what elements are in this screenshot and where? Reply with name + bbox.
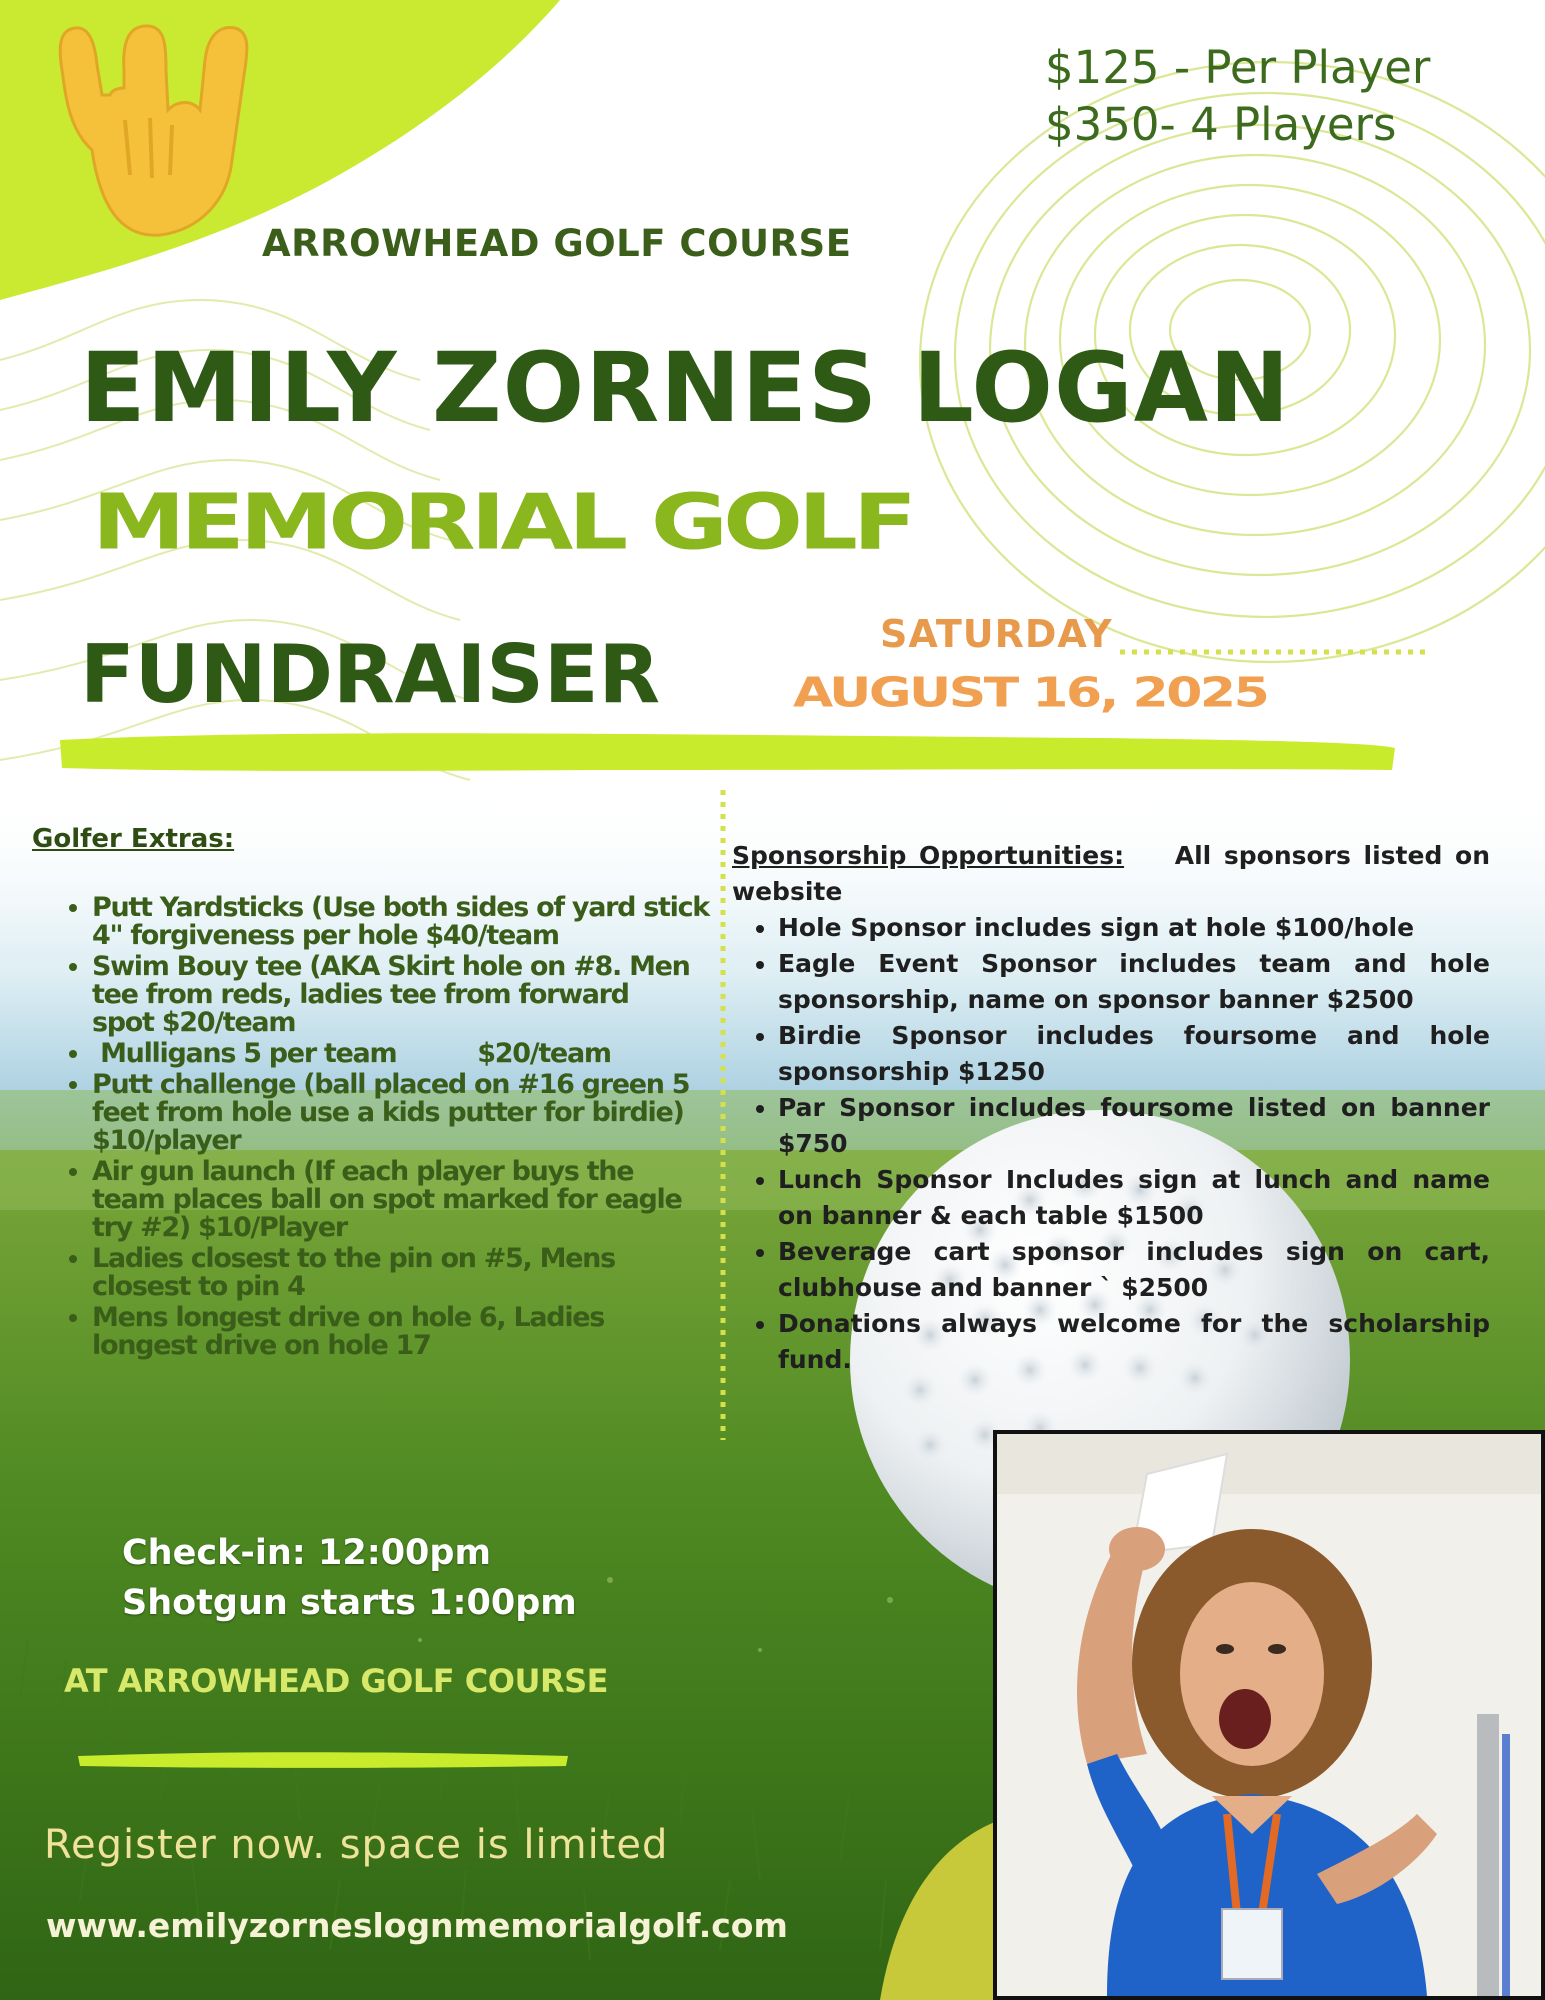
extras-item: • Mulligans 5 per team $20/team [92, 1040, 722, 1068]
sponsorship-note: All sponsors listed on website [732, 841, 1490, 906]
extras-item: • Putt challenge (ball placed on #16 green 5 feet from hole use a kids putter for birdie) $10/player [92, 1071, 722, 1155]
memorial-photo [993, 1430, 1545, 2000]
extras-item: • Mens longest drive on hole 6, Ladies longest drive on hole 17 [92, 1304, 682, 1360]
memorial-photo-illustration [997, 1434, 1541, 1996]
golfer-extras-section [32, 824, 722, 1363]
sponsor-item: • Donations always welcome for the scholarship fund. [778, 1306, 1490, 1378]
sponsor-item: • Par Sponsor includes foursome listed on banner $750 [778, 1090, 1490, 1162]
event-date: AUGUST 16, 2025 [793, 670, 1268, 717]
sponsor-item: • Lunch Sponsor Includes sign at lunch and name on banner & each table $1500 [778, 1162, 1490, 1234]
title-line-3: FUNDRAISER [80, 628, 661, 721]
event-day: SATURDAY [880, 612, 1113, 656]
sponsorship-heading: Sponsorship Opportunities: [732, 841, 1125, 870]
title-line-1: EMILY ZORNES LOGAN [80, 332, 1291, 444]
sponsorship-section [732, 838, 1490, 1378]
price-four-players: $350- 4 Players [1045, 98, 1397, 151]
extras-item: • Swim Bouy tee (AKA Skirt hole on #8. Men tee from reds, ladies tee from forward spot $20/team [92, 953, 692, 1037]
checkin-time: Check-in: 12:00pm [122, 1533, 491, 1573]
extras-item: • Ladies closest to the pin on #5, Mens closest to pin 4 [92, 1245, 692, 1301]
website-link[interactable]: www.emilyzorneslognmemorialgolf.com [46, 1906, 788, 1945]
title-line-2: MEMORIAL GOLF [92, 478, 913, 568]
extras-item: • Putt Yardsticks (Use both sides of yard stick 4" forgiveness per hole $40/team [92, 894, 712, 950]
sponsorship-heading-line [732, 838, 1490, 910]
register-call-to-action: Register now. space is limited [44, 1822, 669, 1868]
sponsor-item: • Hole Sponsor includes sign at hole $100/hole [778, 910, 1490, 946]
sponsor-item: • Eagle Event Sponsor includes team and hole sponsorship, name on sponsor banner $2500 [778, 946, 1490, 1018]
shotgun-time: Shotgun starts 1:00pm [122, 1583, 577, 1623]
course-name-bottom: AT ARROWHEAD GOLF COURSE [64, 1662, 608, 1700]
price-per-player: $125 - Per Player [1045, 41, 1431, 94]
sponsor-item: • Beverage cart sponsor includes sign on cart, clubhouse and banner ` $2500 [778, 1234, 1490, 1306]
golfer-extras-list [32, 894, 722, 1360]
sponsorship-list [732, 910, 1490, 1378]
golfer-extras-heading: Golfer Extras: [32, 824, 235, 854]
sponsor-item: • Birdie Sponsor includes foursome and hole sponsorship $1250 [778, 1018, 1490, 1090]
extras-item: • Air gun launch (If each player buys the team places ball on spot marked for eagle try #2) $10/Player [92, 1158, 692, 1242]
course-name-top: ARROWHEAD GOLF COURSE [262, 222, 852, 265]
